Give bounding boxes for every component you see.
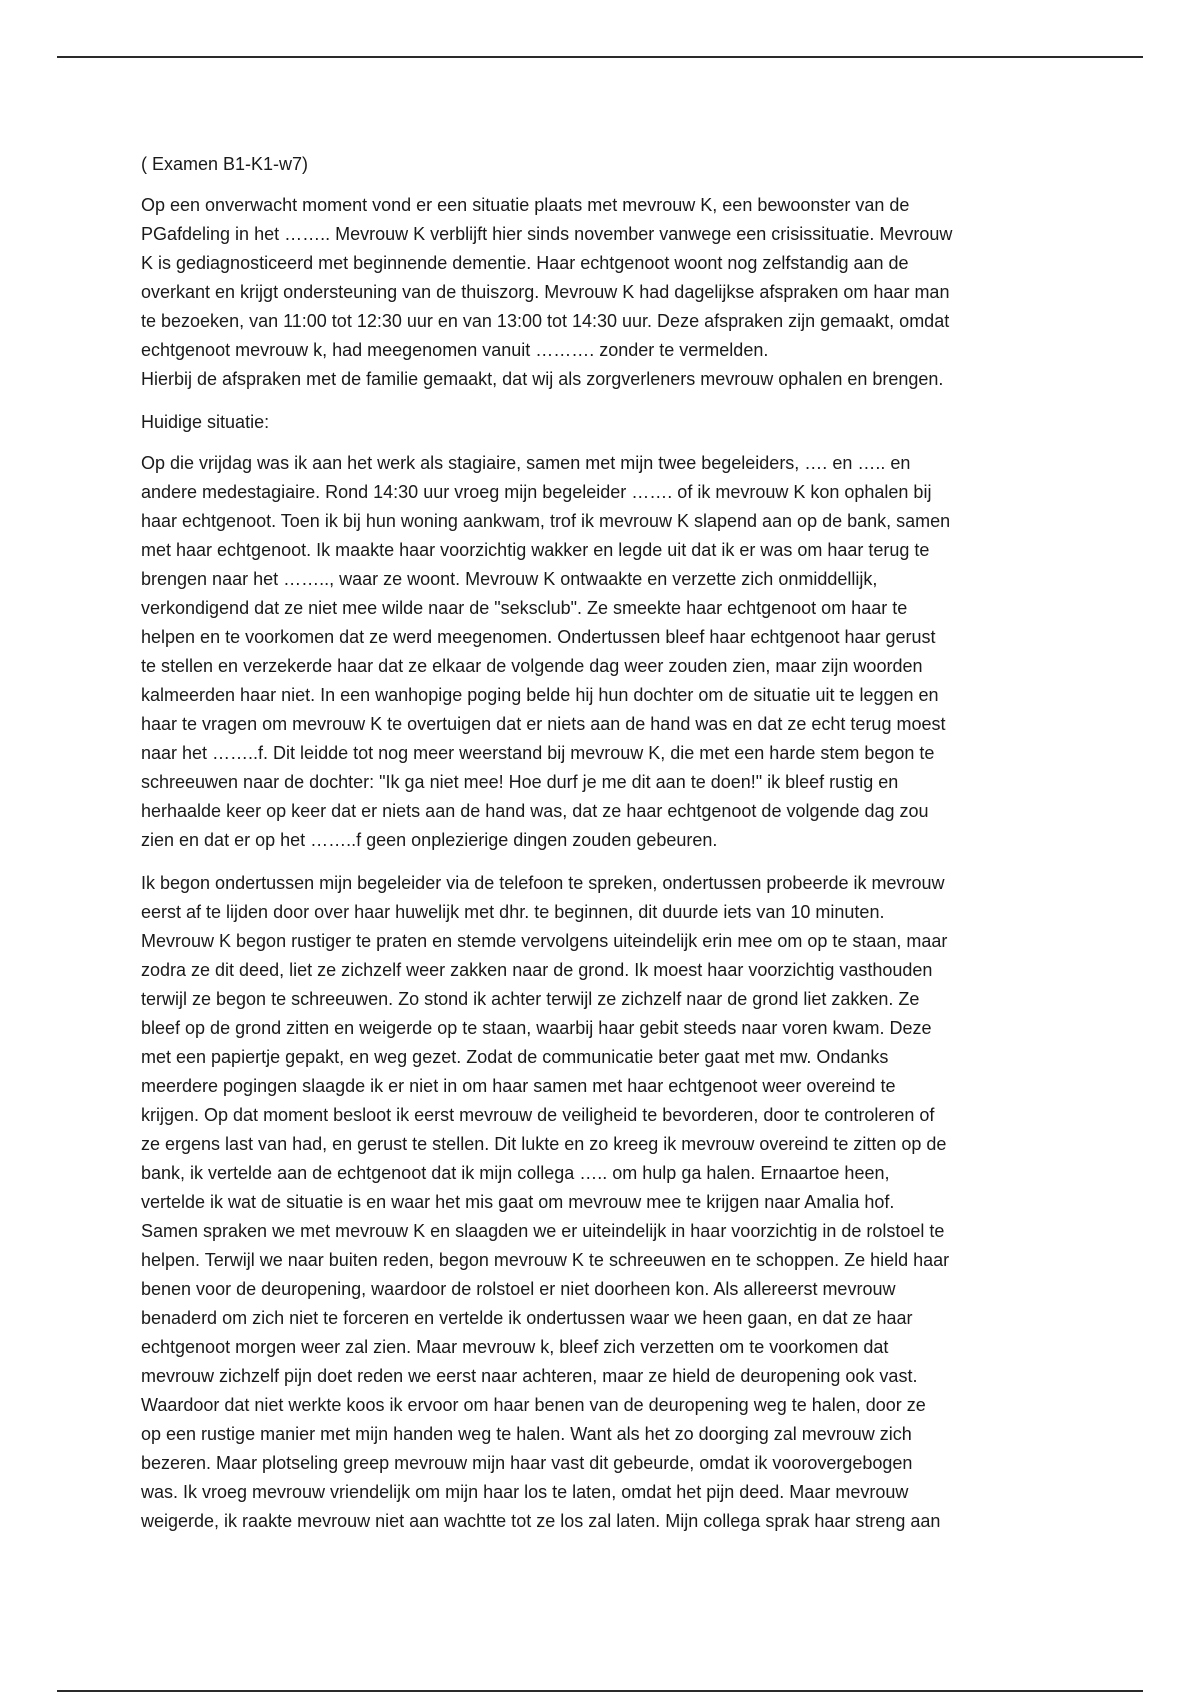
text-line: Ik begon ondertussen mijn begeleider via de telefoon te spreken, ondertussen probeerde ik mevrouw: [141, 873, 945, 893]
text-line: met een papiertje gepakt, en weg gezet. Zodat de communicatie beter gaat met mw. Ondanks: [141, 1047, 889, 1067]
text-line: meerdere pogingen slaagde ik er niet in om haar samen met haar echtgenoot weer overeind te: [141, 1076, 896, 1096]
intro-paragraph: [141, 191, 1071, 394]
text-line: met haar echtgenoot. Ik maakte haar voorzichtig wakker en legde uit dat ik er was om haar terug te: [141, 540, 930, 560]
text-line: vertelde ik wat de situatie is en waar het mis gaat om mevrouw mee te krijgen naar Amalia hof.: [141, 1192, 895, 1212]
text-line: schreeuwen naar de dochter: "Ik ga niet mee! Hoe durf je me dit aan te doen!" ik bleef rustig en: [141, 772, 899, 792]
text-line: verkondigend dat ze niet mee wilde naar de "seksclub". Ze smeekte haar echtgenoot om haar te: [141, 598, 908, 618]
text-line: overkant en krijgt ondersteuning van de thuiszorg. Mevrouw K had dagelijkse afspraken om haar man: [141, 282, 950, 302]
continuation-paragraph: [141, 869, 1071, 1536]
text-line: PGafdeling in het …….. Mevrouw K verblijft hier sinds november vanwege een crisissituatie. Mevrouw: [141, 224, 953, 244]
text-line: bezeren. Maar plotseling greep mevrouw mijn haar vast dit gebeurde, omdat ik voorovergebogen: [141, 1453, 913, 1473]
text-line: eerst af te lijden door over haar huwelijk met dhr. te beginnen, dit duurde iets van 10 minuten.: [141, 902, 885, 922]
text-line: echtgenoot mevrouw k, had meegenomen vanuit ………. zonder te vermelden.: [141, 340, 769, 360]
text-line: Op een onverwacht moment vond er een situatie plaats met mevrouw K, een bewoonster van de: [141, 195, 910, 215]
text-line: benaderd om zich niet te forceren en vertelde ik ondertussen waar we heen gaan, en dat ze haar: [141, 1308, 913, 1328]
text-line: kalmeerden haar niet. In een wanhopige poging belde hij hun dochter om de situatie uit te leggen en: [141, 685, 939, 705]
text-line: bank, ik vertelde aan de echtgenoot dat ik mijn collega ….. om hulp ga halen. Ernaartoe heen,: [141, 1163, 890, 1183]
text-line: naar het ……..f. Dit leidde tot nog meer weerstand bij mevrouw K, die met een harde stem begon te: [141, 743, 935, 763]
text-line: brengen naar het …….., waar ze woont. Mevrouw K ontwaakte en verzette zich onmiddellijk,: [141, 569, 878, 589]
situation-paragraph: [141, 449, 1071, 855]
text-line: te stellen en verzekerde haar dat ze elkaar de volgende dag weer zouden zien, maar zijn woorden: [141, 656, 923, 676]
text-line: weigerde, ik raakte mevrouw niet aan wachtte tot ze los zal laten. Mijn collega sprak haar streng aan: [141, 1511, 941, 1531]
text-line: Op die vrijdag was ik aan het werk als stagiaire, samen met mijn twee begeleiders, …. en ….. en: [141, 453, 911, 473]
text-line: zien en dat er op het ……..f geen onplezierige dingen zouden gebeuren.: [141, 830, 718, 850]
document-body: [141, 150, 1071, 1550]
text-line: Mevrouw K begon rustiger te praten en stemde vervolgens uiteindelijk erin mee om op te staan, maar: [141, 931, 948, 951]
text-line: was. Ik vroeg mevrouw vriendelijk om mijn haar los te laten, omdat het pijn deed. Maar mevrouw: [141, 1482, 909, 1502]
text-line: ze ergens last van had, en gerust te stellen. Dit lukte en zo kreeg ik mevrouw overeind te zitten op de: [141, 1134, 947, 1154]
text-line: helpen. Terwijl we naar buiten reden, begon mevrouw K te schreeuwen en te schoppen. Ze hield haar: [141, 1250, 950, 1270]
text-line: te bezoeken, van 11:00 tot 12:30 uur en van 13:00 tot 14:30 uur. Deze afspraken zijn gemaakt, omdat: [141, 311, 950, 331]
text-line: herhaalde keer op keer dat er niets aan de hand was, dat ze haar echtgenoot de volgende dag zou: [141, 801, 929, 821]
text-line: echtgenoot morgen weer zal zien. Maar mevrouw k, bleef zich verzetten om te voorkomen dat: [141, 1337, 889, 1357]
text-line: terwijl ze begon te schreeuwen. Zo stond ik achter terwijl ze zichzelf naar de grond liet zakken. Ze: [141, 989, 920, 1009]
text-line: op een rustige manier met mijn handen weg te halen. Want als het zo doorging zal mevrouw zich: [141, 1424, 912, 1444]
text-line: Waardoor dat niet werkte koos ik ervoor om haar benen van de deuropening weg te halen, door ze: [141, 1395, 926, 1415]
text-line: andere medestagiaire. Rond 14:30 uur vroeg mijn begeleider ……. of ik mevrouw K kon ophalen bij: [141, 482, 932, 502]
text-line: bleef op de grond zitten en weigerde op te staan, waarbij haar gebit steeds naar voren kwam. Deze: [141, 1018, 932, 1038]
text-line: zodra ze dit deed, liet ze zichzelf weer zakken naar de grond. Ik moest haar voorzichtig vasthouden: [141, 960, 933, 980]
section-heading: Huidige situatie:: [141, 412, 270, 432]
footer-rule: [57, 1690, 1143, 1692]
text-line: K is gediagnosticeerd met beginnende dementie. Haar echtgenoot woont nog zelfstandig aan de: [141, 253, 909, 273]
text-line: helpen en te voorkomen dat ze werd meegenomen. Ondertussen bleef haar echtgenoot haar gerust: [141, 627, 936, 647]
text-line: Samen spraken we met mevrouw K en slaagden we er uiteindelijk in haar voorzichtig in de rolstoel te: [141, 1221, 945, 1241]
exam-label: ( Examen B1-K1-w7): [141, 154, 309, 174]
text-line: haar echtgenoot. Toen ik bij hun woning aankwam, trof ik mevrouw K slapend aan op de bank, samen: [141, 511, 951, 531]
header-rule: [57, 56, 1143, 58]
text-line: krijgen. Op dat moment besloot ik eerst mevrouw de veiligheid te bevorderen, door te controleren of: [141, 1105, 935, 1125]
text-line: mevrouw zichzelf pijn doet reden we eerst naar achteren, maar ze hield de deuropening ook vast.: [141, 1366, 918, 1386]
text-line: Hierbij de afspraken met de familie gemaakt, dat wij als zorgverleners mevrouw ophalen en brengen.: [141, 369, 944, 389]
text-line: benen voor de deuropening, waardoor de rolstoel er niet doorheen kon. Als allereerst mevrouw: [141, 1279, 896, 1299]
text-line: haar te vragen om mevrouw K te overtuigen dat er niets aan de hand was en dat ze echt terug moest: [141, 714, 946, 734]
